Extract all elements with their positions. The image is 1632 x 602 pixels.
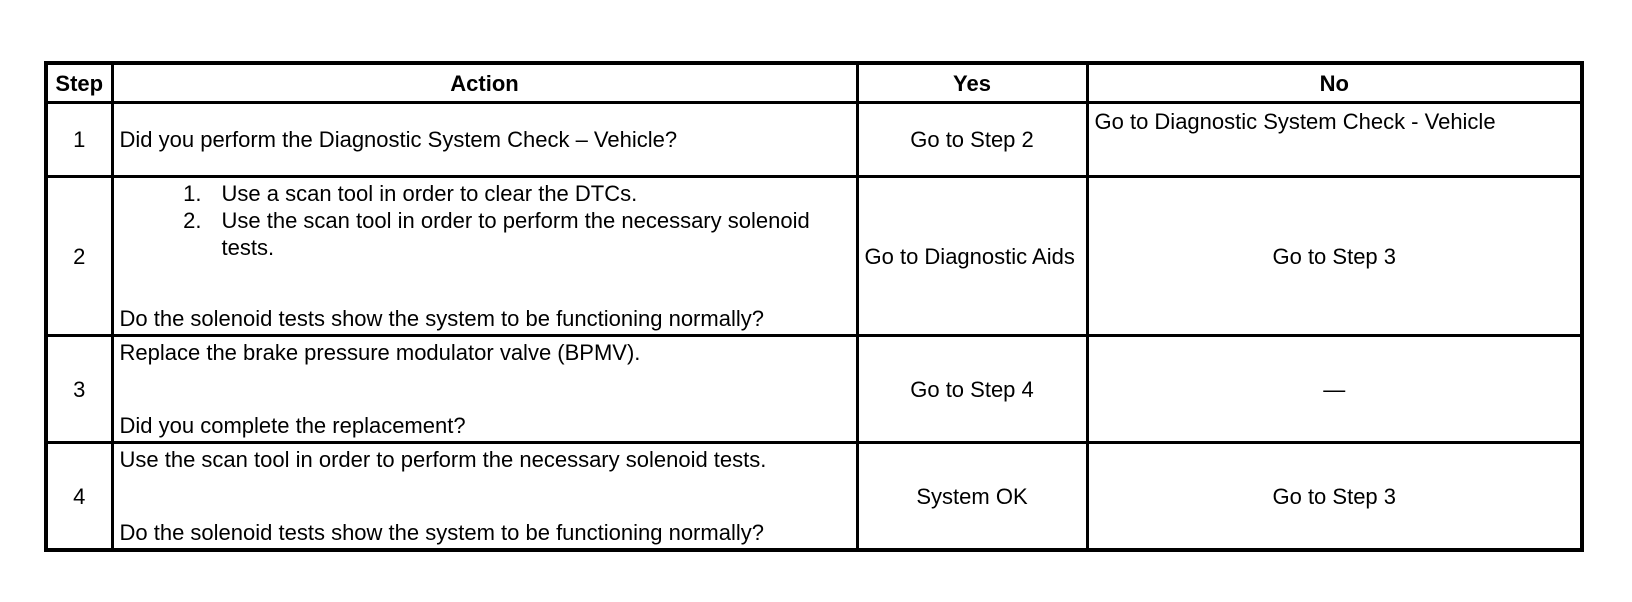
header-step: Step [46, 63, 112, 103]
header-no: No [1087, 63, 1582, 103]
action-cell [112, 177, 857, 336]
action-question: Do the solenoid tests show the system to be functioning normally? [119, 520, 764, 545]
list-item-number: 1. [183, 181, 202, 206]
table-row [46, 177, 1582, 336]
diagnostic-table [44, 61, 1584, 552]
header-yes: Yes [857, 63, 1087, 103]
list-item-text: Use a scan tool in order to clear the DTCs. [221, 181, 638, 206]
no-result: Go to Step 3 [1087, 443, 1582, 551]
yes-result: Go to Step 2 [857, 103, 1087, 177]
action-instruction: Replace the brake pressure modulator valve (BPMV). [119, 340, 641, 365]
list-item-text: Use the scan tool in order to perform the necessary solenoid tests. [221, 208, 810, 260]
action-question: Do the solenoid tests show the system to be functioning normally? [119, 306, 764, 331]
action-instruction: Use the scan tool in order to perform the necessary solenoid tests. [119, 447, 767, 472]
table-header-row [46, 63, 1582, 103]
table-row [46, 336, 1582, 443]
action-cell [112, 336, 857, 443]
list-item [183, 180, 850, 207]
no-result: Go to Diagnostic System Check - Vehicle [1087, 103, 1582, 177]
list-item [183, 207, 850, 261]
yes-result: Go to Step 4 [857, 336, 1087, 443]
list-item-number: 2. [183, 208, 202, 233]
table-row [46, 103, 1582, 177]
step-number: 1 [46, 103, 112, 177]
no-result: Go to Step 3 [1087, 177, 1582, 336]
no-result: — [1087, 336, 1582, 443]
action-question: Did you complete the replacement? [119, 413, 466, 438]
action-question: Did you perform the Diagnostic System Check – Vehicle? [112, 103, 857, 177]
header-action: Action [112, 63, 857, 103]
step-number: 3 [46, 336, 112, 443]
yes-result: System OK [857, 443, 1087, 551]
action-list [120, 180, 850, 261]
step-number: 4 [46, 443, 112, 551]
yes-result: Go to Diagnostic Aids [857, 177, 1087, 336]
table-row [46, 443, 1582, 551]
action-cell [112, 443, 857, 551]
step-number: 2 [46, 177, 112, 336]
